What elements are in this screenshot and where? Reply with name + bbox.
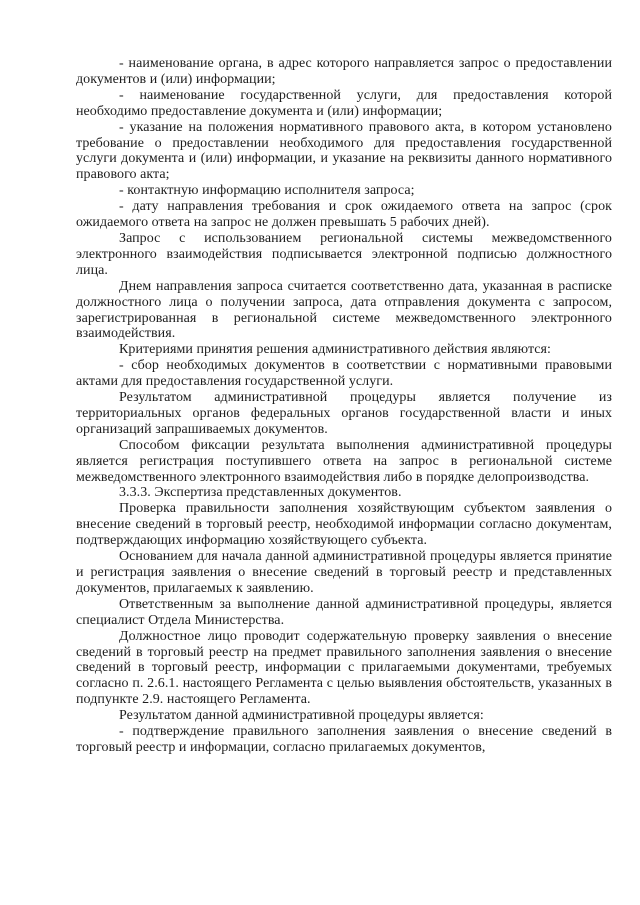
paragraph: - наименование органа, в адрес которого направляется запрос о предоставлении документов и (или) информации; [76, 56, 612, 87]
paragraph: Способом фиксации результата выполнения административной процедуры является регистрация поступившего ответа на запрос в региональной системе межведомственного электронного взаимодействия либо в порядке делопроизводства. [76, 437, 612, 485]
paragraph: Днем направления запроса считается соответственно дата, указанная в расписке должностного лица о получении запроса, дата отправления документа с запросом, зарегистрированная в региональной системе межведомственного электронного взаимодействия. [76, 278, 612, 342]
paragraph: - подтверждение правильного заполнения заявления о внесение сведений в торговый реестр и информации, согласно прилагаемых документов, [76, 724, 612, 755]
paragraph: Проверка правильности заполнения хозяйствующим субъектом заявления о внесение сведений в торговый реестр, необходимой информации согласно документам, подтверждающих информацию хозяйствующего субъекта. [76, 501, 612, 549]
section-heading: 3.3.3. Экспертиза представленных документов. [119, 485, 402, 501]
paragraph: Запрос с использованием региональной системы межведомственного электронного взаимодействия подписывается электронной подписью должностного лица. [76, 230, 612, 278]
document-body [76, 56, 612, 756]
paragraph: Критериями принятия решения административного действия являются: [119, 342, 551, 358]
paragraph: Ответственным за выполнение данной административной процедуры, является специалист Отдела Министерства. [76, 596, 612, 628]
paragraph: Основанием для начала данной административной процедуры является принятие и регистрация заявления о внесение сведений в торговый реестр и представленных документов, прилагаемых к заявлению. [76, 549, 612, 596]
paragraph: Результатом административной процедуры является получение из территориальных органов федеральных органов государственной власти и иных организаций запрашиваемых документов. [76, 390, 612, 437]
paragraph: - сбор необходимых документов в соответствии с нормативными правовыми актами для предоставления государственной услуги. [76, 358, 612, 390]
paragraph: - указание на положения нормативного правового акта, в котором установлено требование о предоставлении необходимого для предоставления государственной услуги документа и (или) информации, и указание на реквизиты данного нормативного правового акта; [76, 119, 612, 183]
paragraph: - контактную информацию исполнителя запроса; [119, 183, 415, 199]
paragraph: - наименование государственной услуги, для предоставления которой необходимо предоставление документа и (или) информации; [76, 87, 612, 119]
paragraph: Результатом данной административной процедуры является: [119, 708, 484, 724]
paragraph: Должностное лицо проводит содержательную проверку заявления о внесение сведений в торговый реестр на предмет правильного заполнения заявления о внесение сведений в торговый реестр, информации с прилагаемыми документами, требуемых согласно п. 2.6.1. настоящего Регламента с целью выявления обстоятельств, указанных в подпункте 2.9. настоящего Регламента. [76, 628, 612, 708]
paragraph: - дату направления требования и срок ожидаемого ответа на запрос (срок ожидаемого ответа на запрос не должен превышать 5 рабочих дней). [76, 199, 612, 231]
